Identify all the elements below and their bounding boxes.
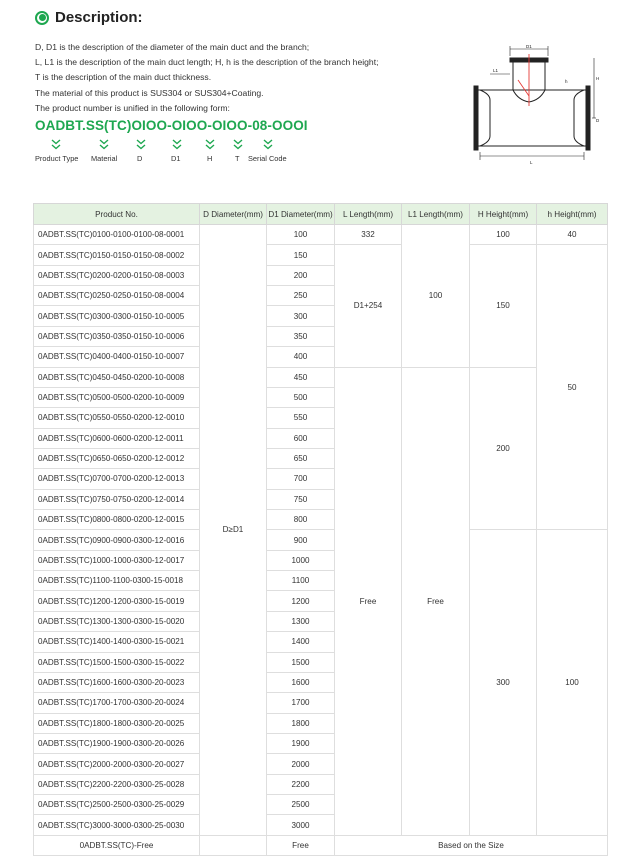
product-number: 0ADBT.SS(TC)0250-0250-0150-08-0004 bbox=[34, 286, 200, 306]
l-length-cell: D1+254 bbox=[335, 245, 402, 367]
product-number: 0ADBT.SS(TC)0900-0900-0300-12-0016 bbox=[34, 530, 200, 550]
l1-length-cell: 100 bbox=[402, 225, 470, 368]
d1-cell: 400 bbox=[267, 347, 335, 367]
d1-cell: 200 bbox=[267, 265, 335, 285]
product-number: 0ADBT.SS(TC)0150-0150-0150-08-0002 bbox=[34, 245, 200, 265]
d1-cell: 1300 bbox=[267, 611, 335, 631]
table-row bbox=[34, 245, 608, 265]
drawing-label-hh: h bbox=[565, 79, 568, 84]
table-row bbox=[34, 530, 608, 550]
drawing-label-l: L bbox=[530, 160, 533, 164]
d1-cell: 1200 bbox=[267, 591, 335, 611]
d1-cell: 150 bbox=[267, 245, 335, 265]
l-length-cell: 332 bbox=[335, 225, 402, 245]
d1-cell: 100 bbox=[267, 225, 335, 245]
product-number: 0ADBT.SS(TC)2200-2200-0300-25-0028 bbox=[34, 774, 200, 794]
d1-cell: 750 bbox=[267, 489, 335, 509]
chevron-down-icon bbox=[136, 139, 146, 151]
header-product-no: Product No. bbox=[34, 204, 200, 225]
product-number: 0ADBT.SS(TC)0700-0700-0200-12-0013 bbox=[34, 469, 200, 489]
d1-cell: 550 bbox=[267, 408, 335, 428]
l1-length-cell: Free bbox=[402, 367, 470, 835]
code-label-d1: D1 bbox=[171, 154, 181, 163]
header-hh-height: h Height(mm) bbox=[537, 204, 608, 225]
d1-cell: 1600 bbox=[267, 672, 335, 692]
product-number: 0ADBT.SS(TC)0500-0500-0200-10-0009 bbox=[34, 387, 200, 407]
header-d-diameter: D Diameter(mm) bbox=[200, 204, 267, 225]
product-number: 0ADBT.SS(TC)0800-0800-0200-12-0015 bbox=[34, 510, 200, 530]
d1-cell: 1700 bbox=[267, 693, 335, 713]
product-number: 0ADBT.SS(TC)0200-0200-0150-08-0003 bbox=[34, 265, 200, 285]
d1-cell: 700 bbox=[267, 469, 335, 489]
product-number: 0ADBT.SS(TC)2500-2500-0300-25-0029 bbox=[34, 795, 200, 815]
radio-bullet-icon bbox=[35, 11, 49, 25]
chevron-down-icon bbox=[99, 139, 109, 151]
header-l-length: L Length(mm) bbox=[335, 204, 402, 225]
header-h-height: H Height(mm) bbox=[470, 204, 537, 225]
product-number: 0ADBT.SS(TC)1700-1700-0300-20-0024 bbox=[34, 693, 200, 713]
d1-cell: 350 bbox=[267, 326, 335, 346]
d1-cell: 1100 bbox=[267, 571, 335, 591]
description-line: The material of this product is SUS304 or SUS304+Coating. bbox=[35, 87, 264, 98]
product-number: 0ADBT.SS(TC)0650-0650-0200-12-0012 bbox=[34, 448, 200, 468]
d1-cell: 450 bbox=[267, 367, 335, 387]
section-heading bbox=[35, 9, 143, 26]
product-number: 0ADBT.SS(TC)0400-0400-0150-10-0007 bbox=[34, 347, 200, 367]
h-height-cell: 150 bbox=[470, 245, 537, 367]
product-number: 0ADBT.SS(TC)1900-1900-0300-20-0026 bbox=[34, 733, 200, 753]
header-d1-diameter: D1 Diameter(mm) bbox=[267, 204, 335, 225]
drawing-label-d1: D1 bbox=[526, 44, 532, 49]
product-number: 0ADBT.SS(TC)-Free bbox=[34, 835, 200, 855]
description-line: T is the description of the main duct thickness. bbox=[35, 72, 212, 83]
table-row-free bbox=[34, 835, 608, 855]
product-number: 0ADBT.SS(TC)1600-1600-0300-20-0023 bbox=[34, 672, 200, 692]
code-label-t: T bbox=[235, 154, 240, 163]
code-label-d: D bbox=[137, 154, 143, 163]
chevron-down-icon bbox=[172, 139, 182, 151]
description-line: D, D1 is the description of the diameter of the main duct and the branch; bbox=[35, 42, 310, 52]
header-l1-length: L1 Length(mm) bbox=[402, 204, 470, 225]
h-height-cell: 200 bbox=[470, 367, 537, 530]
product-number: 0ADBT.SS(TC)0600-0600-0200-12-0011 bbox=[34, 428, 200, 448]
d1-cell: 650 bbox=[267, 448, 335, 468]
h-height-cell: 300 bbox=[470, 530, 537, 835]
product-number: 0ADBT.SS(TC)1400-1400-0300-15-0021 bbox=[34, 632, 200, 652]
d-diameter-cell bbox=[200, 835, 267, 855]
product-number: 0ADBT.SS(TC)0550-0550-0200-12-0010 bbox=[34, 408, 200, 428]
d1-cell: 1900 bbox=[267, 733, 335, 753]
d1-cell: 250 bbox=[267, 286, 335, 306]
d1-cell: 300 bbox=[267, 306, 335, 326]
d1-cell: 1500 bbox=[267, 652, 335, 672]
product-number: 0ADBT.SS(TC)3000-3000-0300-25-0030 bbox=[34, 815, 200, 835]
chevron-down-icon bbox=[51, 139, 61, 151]
product-number: 0ADBT.SS(TC)0350-0350-0150-10-0006 bbox=[34, 326, 200, 346]
d1-cell: 1800 bbox=[267, 713, 335, 733]
product-number: 0ADBT.SS(TC)2000-2000-0300-20-0027 bbox=[34, 754, 200, 774]
product-number: 0ADBT.SS(TC)0300-0300-0150-10-0005 bbox=[34, 306, 200, 326]
code-label-material: Material bbox=[91, 154, 118, 163]
product-number: 0ADBT.SS(TC)1100-1100-0300-15-0018 bbox=[34, 571, 200, 591]
d1-cell: 500 bbox=[267, 387, 335, 407]
h-height-cell: 100 bbox=[470, 225, 537, 245]
d1-cell: 1400 bbox=[267, 632, 335, 652]
product-number: 0ADBT.SS(TC)0100-0100-0100-08-0001 bbox=[34, 225, 200, 245]
d1-cell: 600 bbox=[267, 428, 335, 448]
product-spec-table bbox=[33, 203, 608, 856]
d1-cell: 1000 bbox=[267, 550, 335, 570]
code-label-product-type: Product Type bbox=[35, 154, 79, 163]
table-row bbox=[34, 367, 608, 387]
d1-cell: 2000 bbox=[267, 754, 335, 774]
description-text bbox=[35, 40, 455, 116]
based-on-size-cell: Based on the Size bbox=[335, 835, 608, 855]
chevron-down-icon bbox=[263, 139, 273, 151]
product-number: 0ADBT.SS(TC)1500-1500-0300-15-0022 bbox=[34, 652, 200, 672]
drawing-label-d: D bbox=[596, 118, 600, 123]
d1-cell: 2500 bbox=[267, 795, 335, 815]
drawing-label-h: H bbox=[596, 76, 600, 81]
chevron-down-icon bbox=[205, 139, 215, 151]
product-number: 0ADBT.SS(TC)0450-0450-0200-10-0008 bbox=[34, 367, 200, 387]
product-number: 0ADBT.SS(TC)1800-1800-0300-20-0025 bbox=[34, 713, 200, 733]
hh-height-cell: 100 bbox=[537, 530, 608, 835]
code-label-h: H bbox=[207, 154, 213, 163]
d1-cell: 2200 bbox=[267, 774, 335, 794]
l-length-cell: Free bbox=[335, 367, 402, 835]
product-number: 0ADBT.SS(TC)0750-0750-0200-12-0014 bbox=[34, 489, 200, 509]
tee-duct-drawing-icon bbox=[466, 44, 602, 164]
product-number: 0ADBT.SS(TC)1300-1300-0300-15-0020 bbox=[34, 611, 200, 631]
product-number: 0ADBT.SS(TC)1200-1200-0300-15-0019 bbox=[34, 591, 200, 611]
chevron-down-icon bbox=[233, 139, 243, 151]
d-diameter-cell: D≥D1 bbox=[200, 225, 267, 836]
description-line: L, L1 is the description of the main duct length; H, h is the description of the branch height; bbox=[35, 57, 379, 68]
description-line: The product number is unified in the following form: bbox=[35, 102, 230, 113]
d1-cell: 800 bbox=[267, 510, 335, 530]
hh-height-cell: 40 bbox=[537, 225, 608, 245]
table-row bbox=[34, 225, 608, 245]
product-number: 0ADBT.SS(TC)1000-1000-0300-12-0017 bbox=[34, 550, 200, 570]
section-title: Description: bbox=[55, 9, 143, 26]
code-label-serial-code: Serial Code bbox=[248, 154, 287, 163]
d1-cell: Free bbox=[267, 835, 335, 855]
product-code: OADBT.SS(TC)OIOO-OIOO-OIOO-08-OOOI bbox=[35, 118, 308, 133]
d1-cell: 3000 bbox=[267, 815, 335, 835]
hh-height-cell: 50 bbox=[537, 245, 608, 530]
table-header-row bbox=[34, 204, 608, 225]
d1-cell: 900 bbox=[267, 530, 335, 550]
drawing-label-l1: L1 bbox=[493, 68, 499, 73]
